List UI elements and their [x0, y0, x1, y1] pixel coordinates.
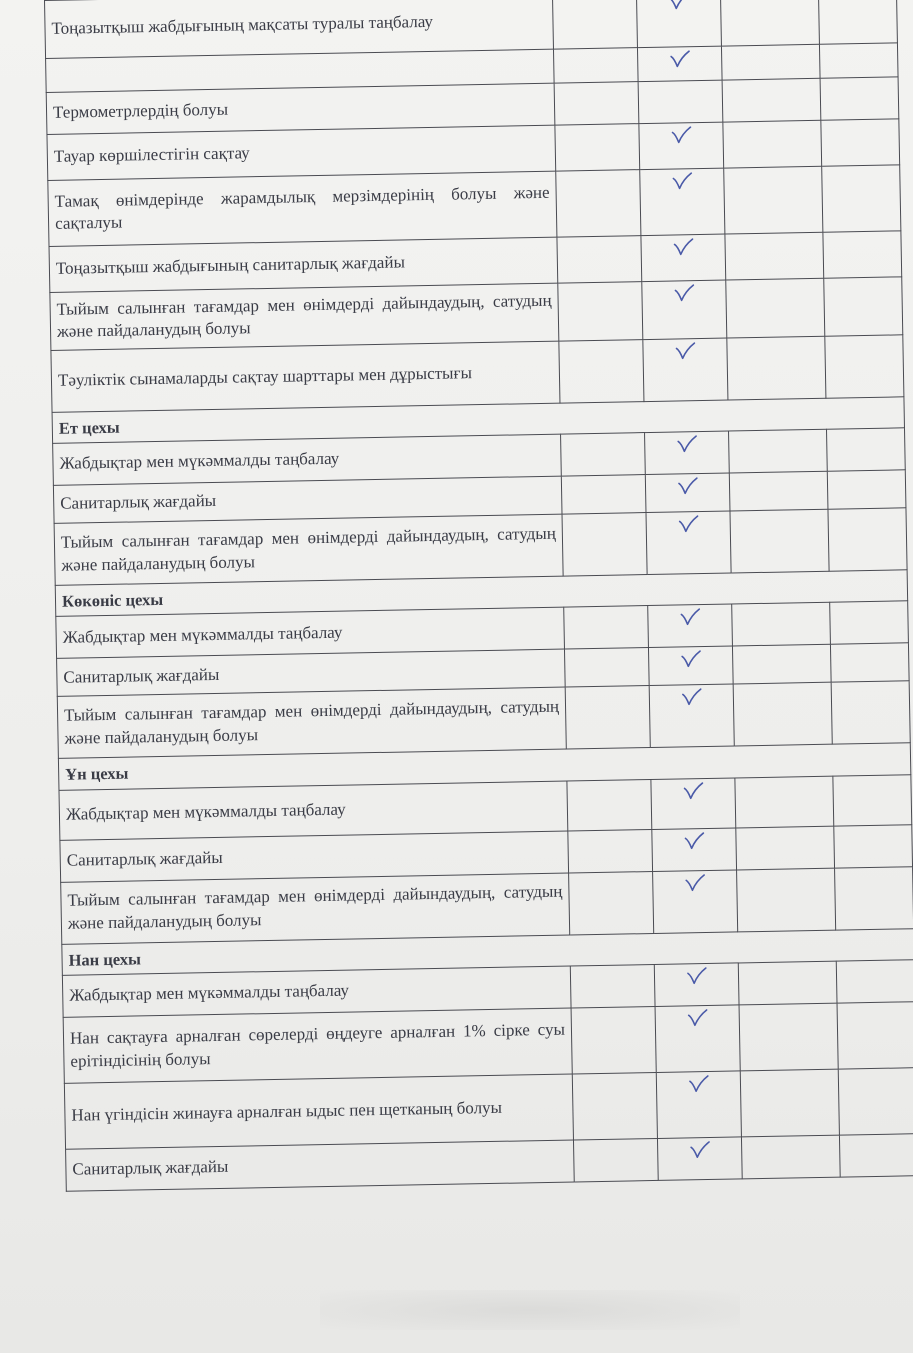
empty-cell	[573, 1138, 658, 1182]
checklist-table-wrap	[44, 0, 913, 1192]
empty-cell	[725, 232, 824, 280]
empty-cell	[727, 336, 826, 400]
empty-cell	[564, 606, 649, 650]
checkmark-icon	[684, 873, 706, 893]
criterion-label: Санитарлық жағдайы	[60, 831, 569, 882]
check-cell	[648, 646, 733, 686]
empty-cell	[556, 170, 641, 238]
checkmark-icon	[671, 171, 693, 191]
check-cell	[657, 1137, 742, 1181]
empty-cell	[730, 509, 829, 573]
checkmark-icon	[686, 1008, 708, 1028]
checkmark-icon	[683, 831, 705, 851]
empty-cell	[724, 166, 823, 234]
empty-cell	[561, 433, 646, 477]
check-cell	[638, 80, 723, 124]
criterion-label: Санитарлық жағдайы	[66, 1140, 575, 1191]
criterion-label: Нан сақтауға арналған сөрелерді өңдеуге арналған 1% сірке суы ерітіндісінің болуы	[63, 1008, 572, 1083]
check-cell	[654, 963, 739, 1007]
empty-cell	[838, 1068, 913, 1135]
empty-cell	[819, 43, 898, 78]
empty-cell	[559, 340, 644, 404]
empty-cell	[732, 603, 831, 647]
empty-cell	[572, 1072, 657, 1140]
empty-cell	[740, 1069, 839, 1137]
criterion-label: Тыйым салынған тағамдар мен өнімдерді дайындаудың, сатудың және пайдаланудың болуы	[61, 873, 570, 944]
paper-shadow	[320, 1290, 740, 1330]
check-cell	[640, 168, 725, 236]
checklist-table	[44, 0, 913, 1192]
empty-cell	[732, 645, 831, 685]
criterion-label: Нан үгіндісін жинауға арналған ыдыс пен щетканың болуы	[64, 1074, 573, 1149]
check-cell	[636, 0, 721, 48]
checkmark-icon	[677, 514, 699, 534]
checkmark-icon	[689, 1140, 711, 1160]
check-cell	[642, 280, 727, 340]
empty-cell	[557, 236, 642, 284]
empty-cell	[820, 77, 899, 120]
criterion-label: Тыйым салынған тағамдар мен өнімдерді дайындаудың, сатудың және пайдаланудың болуы	[50, 283, 559, 350]
checkmark-icon	[685, 966, 707, 986]
check-cell	[653, 870, 738, 934]
checkmark-icon	[680, 688, 702, 708]
checkmark-icon	[669, 49, 691, 69]
empty-cell	[729, 471, 828, 511]
checkmark-icon	[667, 0, 689, 12]
empty-cell	[721, 44, 820, 80]
empty-cell	[569, 871, 654, 935]
check-cell	[637, 46, 722, 81]
empty-cell	[827, 470, 906, 509]
empty-cell	[737, 868, 836, 932]
empty-cell	[571, 1006, 656, 1074]
check-cell	[656, 1071, 741, 1139]
section-title: Көкөніс цехы	[55, 570, 907, 617]
criterion-label: Тәуліктік сынамаларды сақтау шарттары мен дұрыстығы	[51, 341, 560, 412]
empty-cell	[831, 681, 910, 744]
empty-cell	[836, 960, 913, 1003]
checkmark-icon	[687, 1074, 709, 1094]
empty-cell	[821, 119, 900, 166]
empty-cell	[738, 961, 837, 1005]
criterion-label: Тауар көршілестігін сақтау	[47, 125, 556, 180]
check-cell	[645, 431, 730, 475]
empty-cell	[723, 120, 822, 168]
checkmark-icon	[682, 781, 704, 801]
empty-cell	[835, 866, 913, 929]
empty-cell	[555, 124, 640, 172]
empty-cell	[553, 48, 638, 83]
criterion-label: Жабдықтар мен мүкәммалды таңбалау	[59, 781, 568, 840]
section-title: Ет цехы	[52, 397, 904, 444]
empty-cell	[739, 1003, 838, 1071]
criterion-label: Термометрлердің болуы	[46, 83, 555, 134]
checkmark-icon	[680, 650, 702, 670]
empty-cell	[562, 513, 647, 577]
checkmark-icon	[673, 283, 695, 303]
empty-cell	[729, 429, 828, 473]
empty-cell	[568, 829, 653, 873]
empty-cell	[554, 82, 639, 126]
empty-cell	[828, 508, 907, 571]
checklist-body	[45, 0, 913, 1191]
criterion-label: Жабдықтар мен мүкәммалды таңбалау	[56, 608, 565, 659]
empty-cell	[735, 776, 834, 828]
empty-cell	[839, 1134, 913, 1177]
empty-cell	[830, 601, 909, 644]
section-title: Ұн цехы	[58, 743, 910, 790]
checkmark-icon	[670, 125, 692, 145]
check-cell	[639, 122, 724, 170]
checkmark-icon	[674, 341, 696, 361]
empty-cell	[824, 277, 903, 336]
empty-cell	[565, 686, 650, 750]
criterion-label: Тамақ өнімдерінде жарамдылық мерзімдерінің болуы және сақталуы	[48, 171, 557, 246]
criterion-label: Санитарлық жағдайы	[53, 476, 562, 523]
empty-cell	[837, 1002, 913, 1069]
check-cell	[641, 234, 726, 282]
empty-cell	[825, 335, 904, 398]
empty-cell	[827, 428, 906, 471]
empty-cell	[567, 779, 652, 831]
empty-cell	[564, 648, 649, 688]
criterion-label: Тоңазытқыш жабдығының санитарлық жағдайы	[49, 237, 558, 292]
empty-cell	[834, 824, 913, 867]
empty-cell	[552, 0, 637, 49]
empty-cell	[733, 683, 832, 747]
empty-cell	[830, 643, 909, 682]
check-cell	[651, 778, 736, 830]
criterion-label: Тоңазытқыш жабдығының мақсаты туралы таңбалау	[45, 0, 554, 58]
check-cell	[649, 684, 734, 748]
empty-cell	[558, 282, 643, 342]
checkmark-icon	[676, 476, 698, 496]
empty-cell	[720, 0, 819, 46]
check-cell	[646, 511, 731, 575]
check-cell	[643, 338, 728, 402]
checkmark-icon	[672, 237, 694, 257]
criterion-label: Санитарлық жағдайы	[57, 650, 566, 697]
criterion-label: Жабдықтар мен мүкәммалды таңбалау	[53, 434, 562, 485]
check-cell	[652, 828, 737, 872]
section-title: Нан цехы	[62, 928, 913, 975]
criterion-label: Жабдықтар мен мүкәммалды таңбалау	[62, 966, 571, 1017]
criterion-label: Тыйым салынған тағамдар мен өнімдерді дайындаудың, сатудың және пайдаланудың болуы	[54, 514, 563, 585]
empty-cell	[736, 826, 835, 870]
empty-cell	[822, 165, 901, 232]
empty-cell	[823, 231, 902, 278]
empty-cell	[722, 78, 821, 122]
empty-cell	[561, 475, 646, 515]
check-cell	[655, 1005, 740, 1073]
checkmark-icon	[676, 434, 698, 454]
empty-cell	[833, 774, 912, 825]
criterion-label: Тыйым салынған тағамдар мен өнімдерді дайындаудың, сатудың және пайдаланудың болуы	[57, 688, 566, 759]
empty-cell	[741, 1135, 840, 1179]
check-cell	[648, 604, 733, 648]
checkmark-icon	[679, 608, 701, 628]
empty-cell	[818, 0, 897, 44]
check-cell	[645, 473, 730, 513]
empty-cell	[726, 278, 825, 338]
empty-cell	[570, 964, 655, 1008]
